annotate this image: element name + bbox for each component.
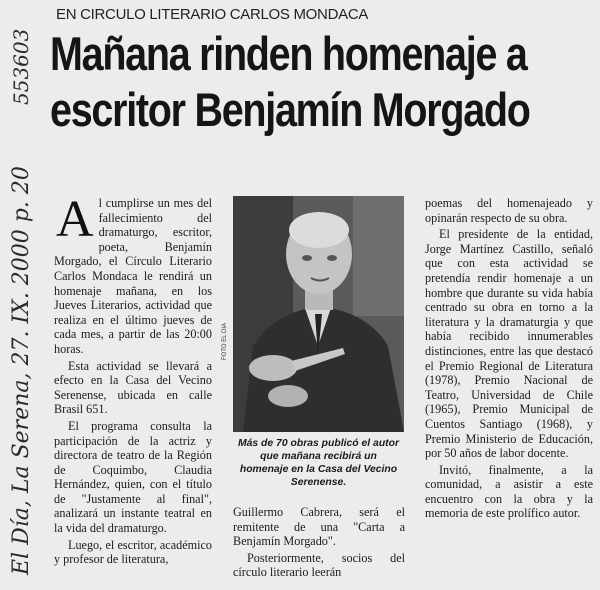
paragraph: El presidente de la entidad, Jorge Martínez Castillo, señaló que con esta actividad se pretendía rendir homenaje a un hombre que durante su vida había centrado su obra en torno a la literatura y la dramaturgia y que había recibido innumerables distinciones, entre las que destacó el Premio Regional de Literatura (1978), Premio Nacional de Teatro, Universidad de Chile (1965), Premio Municipal de Cuentos Santiago (1968), y Premio Ministerio de Educación, por 50 años de labor docente. (425, 227, 593, 461)
paragraph: Luego, el escritor, académico y profesor de literatura, (54, 537, 212, 567)
photo-caption: Más de 70 obras publicó el autor que mañana recibirá un homenaje en la Casa del Vecino Serenense. (237, 438, 400, 488)
photo-credit: FOTO EL DIA (222, 322, 228, 360)
drop-cap: A (56, 196, 94, 248)
paragraph: Guillermo Cabrera, será el remitente de una "Carta a Benjamín Morgado". (233, 505, 405, 549)
headline (50, 26, 530, 138)
article-column-1 (54, 196, 212, 586)
article-column-3 (425, 196, 593, 588)
handwritten-margin-annotation (2, 10, 42, 585)
paragraph: Esta actividad se llevará a efecto en la Casa del Vecino Serenense, ubicada en calle Brasil 651. (54, 358, 212, 417)
handwritten-annotation-drawing (2, 10, 42, 585)
headline-line-2: escritor Benjamín Morgado (50, 83, 530, 136)
article-column-2 (233, 505, 405, 589)
paragraph: El programa consulta la participación de la actriz y directora de teatro de la Región de Coquimbo, Claudia Hernández, quien, con el título de "Justamente al final", analizará un instante teatral en la vida del dramaturgo. (54, 418, 212, 536)
paragraph-text: l cumplirse un mes del fallecimiento del dramaturgo, escritor, poeta, Benjamín Morgado, el Círculo Literario Carlos Mondaca le rendirá un homenaje mañana, en los Jueves Literarios, actividad que realiza en el último jueves de cada mes, a partir de las 20:00 horas. (54, 196, 212, 356)
paragraph: Invitó, finalmente, a la comunidad, a asistir a este encuentro con la obra y la memoria de este prolífico autor. (425, 462, 593, 521)
paragraph: Posteriormente, socios del círculo literario leerán (233, 550, 405, 580)
kicker: EN CIRCULO LITERARIO CARLOS MONDACA (56, 6, 369, 23)
author-portrait-image (233, 196, 404, 432)
headline-line-1: Mañana rinden homenaje a (50, 27, 527, 80)
paragraph (54, 196, 212, 357)
author-photo (233, 196, 404, 432)
clipping-id: 553603 (9, 28, 33, 105)
handwritten-note: El Día, La Serena, 27. IX. 2000 p. 20 (9, 166, 34, 575)
paragraph: poemas del homenajeado y opinarán respecto de su obra. (425, 196, 593, 225)
